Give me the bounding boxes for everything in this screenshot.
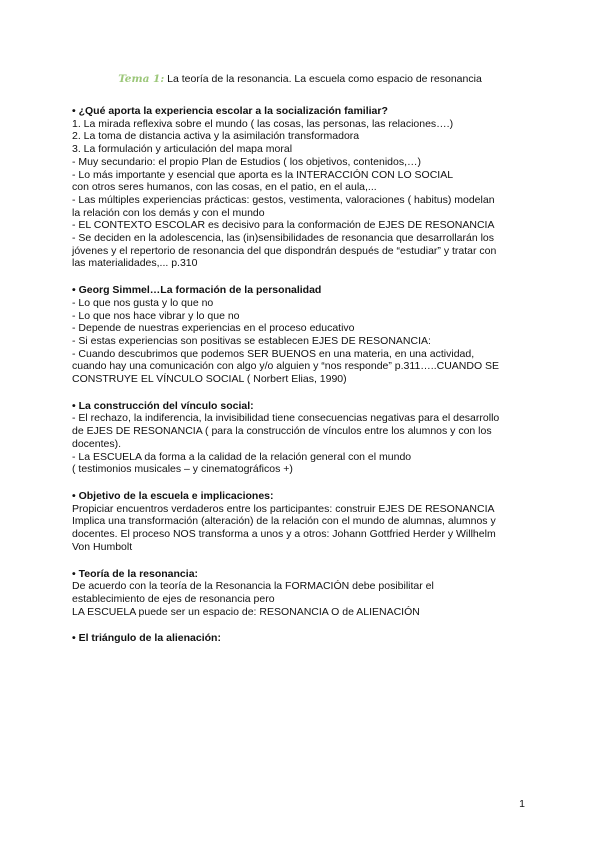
document-body <box>72 105 532 659</box>
body-line: las materialidades,... p.310 <box>72 257 198 270</box>
body-line: ( testimonios musicales – y cinematográficos +) <box>72 463 293 476</box>
section <box>72 490 532 554</box>
body-line: CONSTRUYE EL VÍNCULO SOCIAL ( Norbert Elias, 1990) <box>72 373 347 386</box>
body-line: 1. La mirada reflexiva sobre el mundo ( las cosas, las personas, las relaciones….) <box>72 117 454 130</box>
body-line: cuando hay una comunicación con algo y/o alguien y “nos responde” p.311…..CUANDO SE <box>72 360 500 373</box>
body-line: Propiciar encuentros verdaderos entre los participantes: construir EJES DE RESONANCIA <box>72 502 495 515</box>
page-title <box>0 72 600 86</box>
body-line: de EJES DE RESONANCIA ( para la construcción de vínculos entre los alumnos y con los <box>72 425 492 438</box>
section-heading: • Objetivo de la escuela e implicaciones: <box>72 489 274 502</box>
body-line: LA ESCUELA puede ser un espacio de: RESONANCIA O de ALIENACIÓN <box>72 605 420 618</box>
section-heading: • La construcción del vínculo social: <box>72 399 254 412</box>
body-line: - Se deciden en la adolescencia, las (in)sensibilidades de resonancia que desarrollarán los <box>72 232 495 245</box>
body-line: - EL CONTEXTO ESCOLAR es decisivo para la conformación de EJES DE RESONANCIA <box>72 219 495 232</box>
body-line: 2. La toma de distancia activa y la asimilación transformadora <box>72 130 360 143</box>
section <box>72 105 532 270</box>
body-line: docentes). <box>72 437 122 450</box>
body-line: establecimiento de ejes de resonancia pero <box>72 592 275 605</box>
body-line: - Lo más importante y esencial que aporta es la INTERACCIÓN CON LO SOCIAL <box>72 168 454 181</box>
section <box>72 284 532 386</box>
body-line: De acuerdo con la teoría de la Resonancia la FORMACIÓN debe posibilitar el <box>72 580 434 593</box>
body-line: - Las múltiples experiencias prácticas: gestos, vestimenta, valoraciones ( habitus) modelan <box>72 193 495 206</box>
body-line: - Muy secundario: el propio Plan de Estudios ( los objetivos, contenidos,…) <box>72 155 422 168</box>
body-line: jóvenes y el repertorio de resonancia del que dispondrán después de “estudiar” y tratar con <box>72 244 497 257</box>
body-line: - La ESCUELA da forma a la calidad de la relación general con el mundo <box>72 450 412 463</box>
body-line: - Si estas experiencias son positivas se establecen EJES DE RESONANCIA: <box>72 334 431 347</box>
body-line: con otros seres humanos, con las cosas, en el patio, en el aula,... <box>72 181 377 194</box>
page-number: 1 <box>519 798 525 810</box>
body-line: Implica una transformación (alteración) de la relación con el mundo de alumnas, alumnos y <box>72 515 496 528</box>
body-line: la relación con los demás y con el mundo <box>72 206 265 219</box>
body-line: - Cuando descubrimos que podemos SER BUENOS en una materia, en una actividad, <box>72 347 475 360</box>
body-line: 3. La formulación y articulación del mapa moral <box>72 143 293 156</box>
title-text: La teoría de la resonancia. La escuela como espacio de resonancia <box>164 73 482 85</box>
body-line: Von Humbolt <box>72 540 133 553</box>
section-heading: • Georg Simmel…La formación de la personalidad <box>72 284 322 297</box>
section <box>72 568 532 619</box>
section-heading: • Teoría de la resonancia: <box>72 567 199 580</box>
section-heading: • El triángulo de la alienación: <box>72 632 221 645</box>
body-line: - El rechazo, la indiferencia, la invisibilidad tiene consecuencias negativas para el desarrollo <box>72 412 500 425</box>
section <box>72 632 532 645</box>
section-heading: • ¿Qué aporta la experiencia escolar a la socialización familiar? <box>72 105 388 117</box>
body-line: - Lo que nos hace vibrar y lo que no <box>72 309 240 322</box>
section <box>72 400 532 476</box>
topic-label: Tema 1: <box>118 73 165 85</box>
body-line: docentes. El proceso NOS transforma a unos y a otros: Johann Gottfried Herder y Willhelm <box>72 528 496 541</box>
body-line: - Lo que nos gusta y lo que no <box>72 296 214 309</box>
body-line: - Depende de nuestras experiencias en el proceso educativo <box>72 322 355 335</box>
